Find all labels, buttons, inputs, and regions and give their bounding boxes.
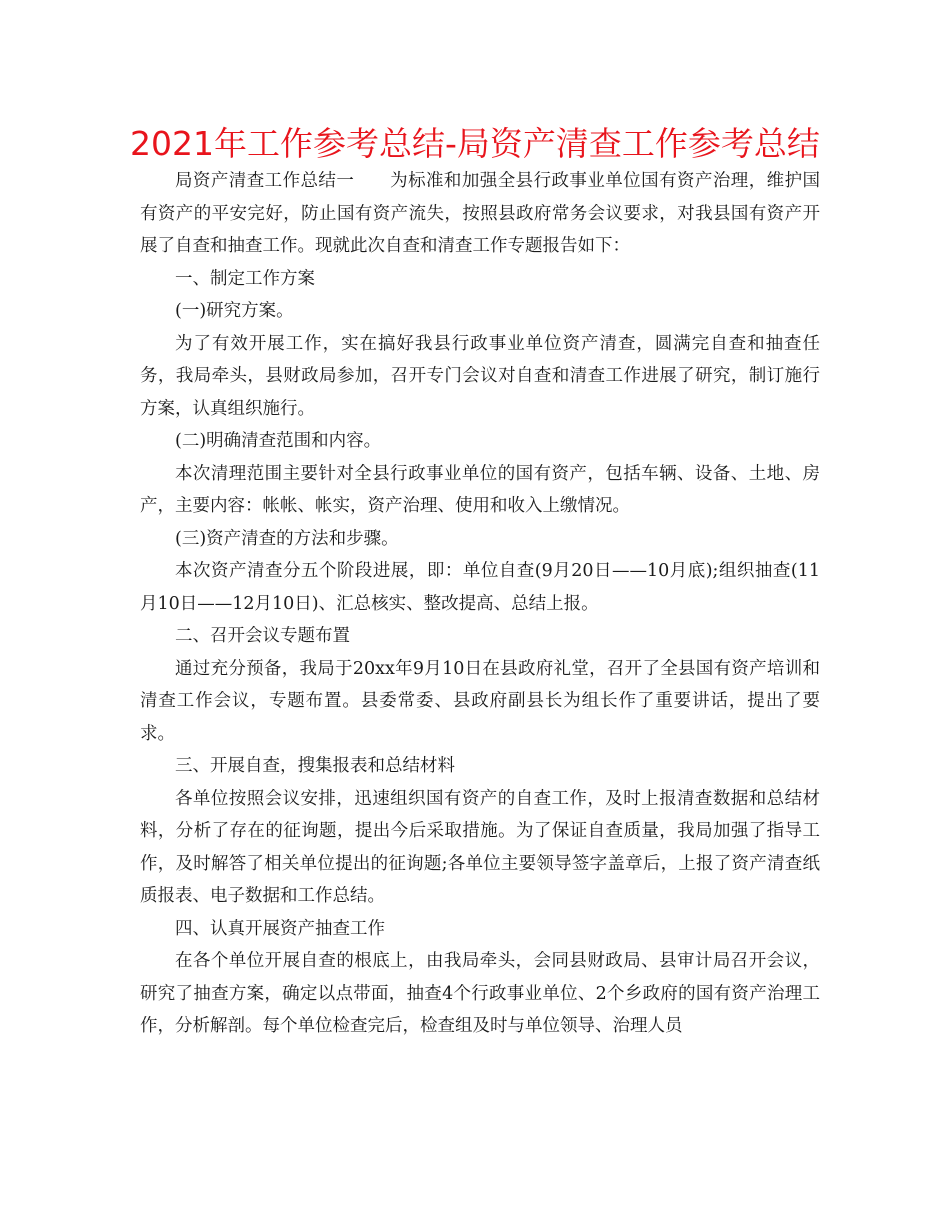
heading-section-3: 三、开展自查，搜集报表和总结材料 — [175, 756, 455, 776]
paragraph-4: 在各个单位开展自查的根底上，由我局牵头，会同县财政局、县审计局召开会议，研究了抽查方案，确定以点带面，抽查4个行政事业单位、2个乡政府的国有资产治理工作，分析解剖。每个单位检查完后，检查组及时与单位领导、治理人员 — [140, 951, 820, 1036]
paragraph-intro: 局资产清查工作总结一 为标准和加强全县行政事业单位国有资产治理，维护国有资产的平安完好，防止国有资产流失，按照县政府常务会议要求，对我县国有资产开展了自查和抽查工作。现就此次自查和清查工作专题报告如下： — [140, 171, 820, 256]
heading-section-1: 一、制定工作方案 — [175, 268, 315, 289]
paragraph-1-1: 为了有效开展工作，实在搞好我县行政事业单位资产清查，圆满完自查和抽查任务，我局牵头，县财政局参加，召开专门会议对自查和清查工作进展了研究，制订施行方案，认真组织施行。 — [140, 333, 820, 419]
subheading-1-2: (二)明确清查范围和内容。 — [175, 431, 382, 451]
subheading-1-1: (一)研究方案。 — [175, 301, 294, 321]
document-body — [140, 165, 820, 1043]
paragraph-1-3: 本次资产清查分五个阶段进展，即：单位自查(9月20日——10月底);组织抽查(11月10日——12月10日)、汇总核实、整改提高、总结上报。 — [140, 561, 820, 614]
paragraph-3: 各单位按照会议安排，迅速组织国有资产的自查工作，及时上报清查数据和总结材料，分析了存在的征询题，提出今后采取措施。为了保证自查质量，我局加强了指导工作，及时解答了相关单位提出的征询题;各单位主要领导签字盖章后，上报了资产清查纸质报表、电子数据和工作总结。 — [140, 788, 820, 906]
heading-section-4: 四、认真开展资产抽查工作 — [175, 918, 385, 939]
subheading-1-3: (三)资产清查的方法和步骤。 — [175, 528, 399, 549]
paragraph-2: 通过充分预备，我局于20xx年9月10日在县政府礼堂，召开了全县国有资产培训和清查工作会议，专题布置。县委常委、县政府副县长为组长作了重要讲话，提出了要求。 — [140, 658, 820, 744]
heading-section-2: 二、召开会议专题布置 — [175, 626, 350, 646]
paragraph-1-2: 本次清理范围主要针对全县行政事业单位的国有资产，包括车辆、设备、土地、房产，主要内容：帐帐、帐实，资产治理、使用和收入上缴情况。 — [140, 463, 820, 516]
document-title: 2021年工作参考总结-局资产清查工作参考总结 — [130, 124, 820, 163]
